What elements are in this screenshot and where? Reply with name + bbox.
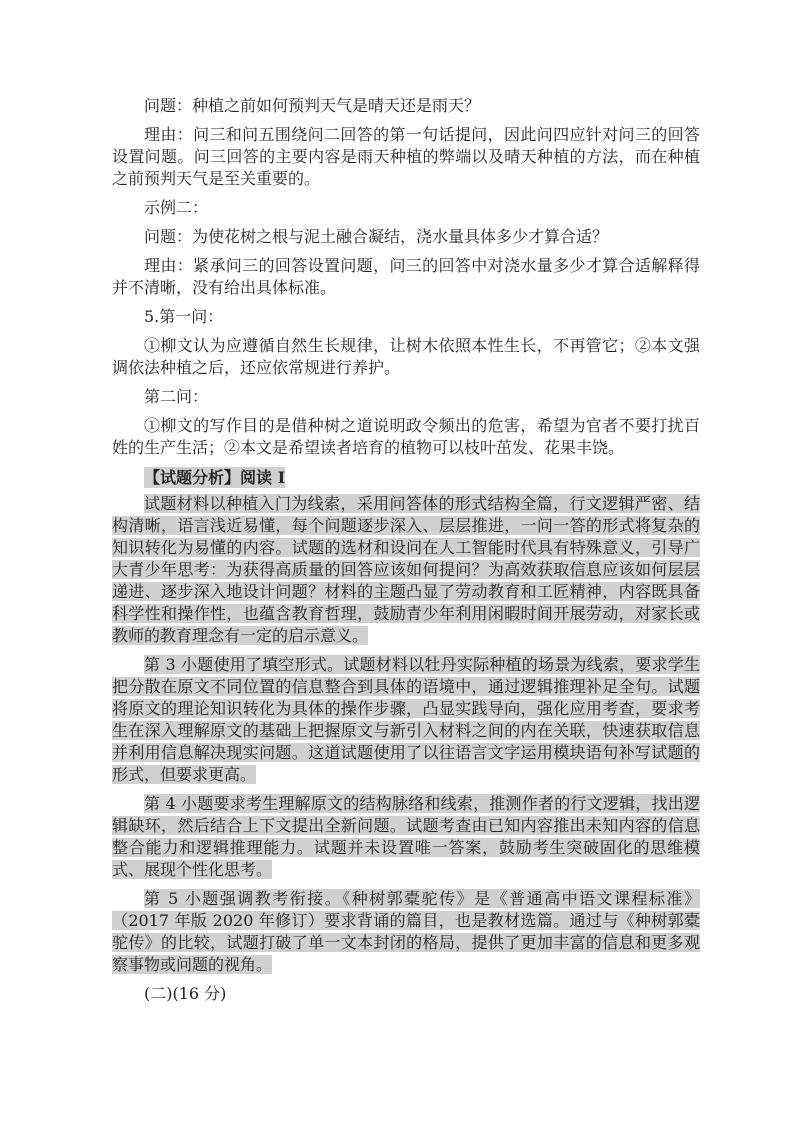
analysis-text-1: 试题材料以种植入门为线索，采用问答体的形式结构全篇，行文逻辑严密、结构清晰，语言浅近易懂，每个问题逐步深入、层层推进，一问一答的形式将复杂的知识转化为易懂的内容。试题的选材和设问在人工智能时代具有特殊意义，引导广大青少年思考：为获得高质量的回答应该如何提问？为高效获取信息应该如何层层递进、逐步深入地设计问题？材料的主题凸显了劳动教育和工匠精神，内容既具备科学性和操作性，也蕴含教育哲理，鼓励青少年利用闲暇时间开展劳动，对家长或教师的教育理念有一定的启示意义。: [112, 494, 700, 645]
analysis-text-4: 第 5 小题强调教考衔接。《种树郭橐驼传》是《普通高中语文课程标准》（2017 年版 2020 年修订）要求背诵的篇目，也是教材选篇。通过与《种树郭橐驼传》的比较，试题打破了单一文本封闭的格局，提供了更加丰富的信息和更多观察事物或问题的视角。: [112, 889, 700, 974]
reason-paragraph: 理由：问三和问五围绕问二回答的第一句话提问，因此问四应针对问三的回答设置问题。问三回答的主要内容是雨天种植的弊端以及晴天种植的方法，而在种植之前预判天气是至关重要的。: [112, 125, 700, 188]
answer-paragraph-1: ①柳文认为应遵循自然生长规律，让树木依照本性生长，不再管它；②本文强调依法种植之后，还应依常规进行养护。: [112, 336, 700, 377]
section-two-heading: (二)(16 分): [144, 984, 227, 1003]
document-page: [112, 95, 700, 1012]
question-5-second-label: 第二问：: [144, 387, 209, 406]
analysis-paragraph-3: [112, 793, 700, 881]
answer-paragraph-2: ①柳文的写作目的是借种树之道说明政令频出的危害，希望为官者不要打扰百姓的生产生活；②本文是希望读者培育的植物可以枝叶茁发、花果丰饶。: [112, 416, 700, 457]
analysis-paragraph-1: [112, 493, 700, 647]
section-title-text: 【试题分析】阅读 I: [144, 468, 286, 487]
analysis-paragraph-4: [112, 888, 700, 976]
question-5-first-label: 5.第一问：: [144, 307, 224, 326]
analysis-text-2: 第 3 小题使用了填空形式。试题材料以牡丹实际种植的场景为线索，要求学生把分散在原文不同位置的信息整合到具体的语境中，通过逻辑推理补足全句。试题将原文的理论知识转化为具体的操作步骤，凸显实践导向，强化应用考查，要求考生在深入理解原文的基础上把握原文与新引入材料之间的内在关联，快速获取信息并利用信息解决现实问题。这道试题使用了以往语言文字运用模块语句补写试题的形式，但要求更高。: [112, 655, 700, 784]
question-paragraph-2: 问题：为使花树之根与泥土融合凝结，浇水量具体多少才算合适？: [144, 227, 609, 246]
analysis-text-3: 第 4 小题要求考生理解原文的结构脉络和线索，推测作者的行文逻辑，找出逻辑缺环，然后结合上下文提出全新问题。试题考查由已知内容推出未知内容的信息整合能力和逻辑推理能力。试题并未设置唯一答案，鼓励考生突破固化的思维模式、展现个性化思考。: [112, 794, 700, 879]
section-title: [112, 467, 700, 489]
example-two-label: 示例二：: [144, 198, 209, 217]
reason-paragraph-2: 理由：紧承问三的回答设置问题，问三的回答中对浇水量多少才算合适解释得并不清晰，没有给出具体标准。: [112, 256, 700, 297]
question-paragraph: 问题：种植之前如何预判天气是晴天还是雨天？: [144, 96, 481, 115]
analysis-paragraph-2: [112, 654, 700, 786]
